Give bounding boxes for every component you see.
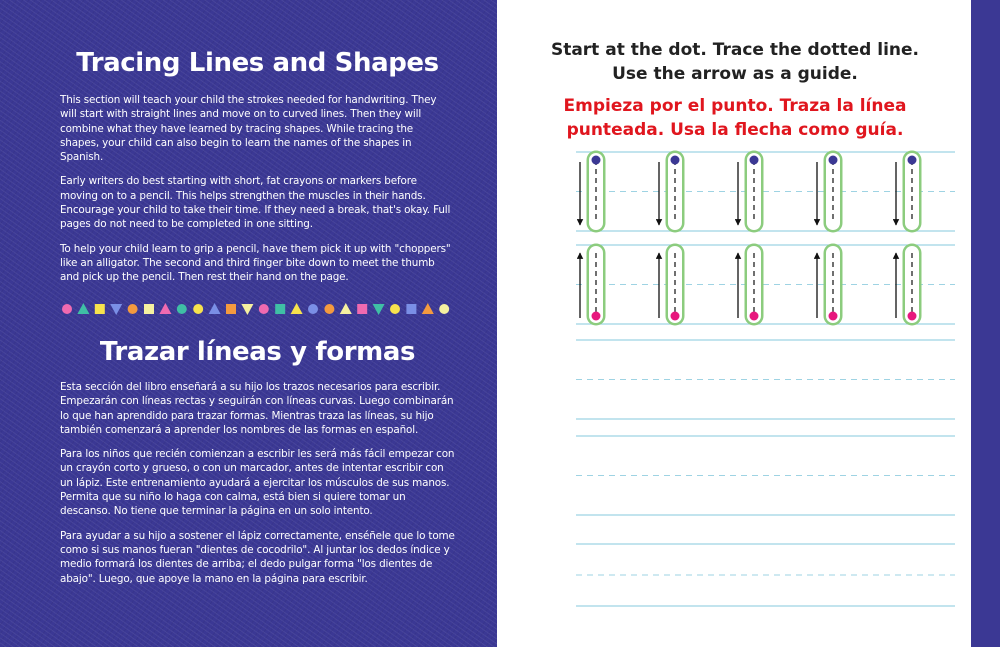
- instruction-line: punteada. Usa la flecha como guía.: [566, 120, 904, 140]
- section-title-spanish: Trazar líneas y formas: [99, 337, 416, 367]
- paragraph: Esta sección del libro enseñará a su hijo los trazos necesarios para escribir. Empezarán con líneas rectas y seguirán con líneas curvas. Luego combinarán lo que han aprendido para trazar formas. Mientras traza las líneas, su hijo también comenzará a aprender los nombres de las formas en español.: [60, 381, 454, 436]
- start-dot: [592, 312, 601, 321]
- trace-capsule: [817, 253, 838, 321]
- trace-capsule: [659, 253, 680, 321]
- circle-shape: [308, 304, 318, 314]
- start-dot: [671, 156, 680, 165]
- right-page-edge: [971, 0, 1000, 647]
- circle-shape: [390, 304, 400, 314]
- tracing-practice-area[interactable]: [570, 140, 960, 620]
- circle-shape: [177, 304, 187, 314]
- square-shape: [95, 304, 105, 314]
- trace-capsule: [738, 253, 759, 321]
- start-dot: [750, 156, 759, 165]
- paragraph: Para ayudar a su hijo a sostener el lápiz correctamente, enséñele que lo tome como si sus manos fueran "dientes de cocodrilo". Al juntar los dedos índice y medio formará los dientes de arriba; el dedo pulgar forma "los dientes de abajo". Luego, que apoye la mano en la página para escribir.: [60, 529, 455, 585]
- english-instructions: [60, 93, 455, 295]
- circle-shape: [259, 304, 269, 314]
- triangle-shape: [291, 303, 303, 314]
- instruction-spanish: [520, 94, 950, 142]
- circle-shape: [62, 304, 72, 314]
- circle-shape: [439, 304, 449, 314]
- trace-capsule: [659, 156, 680, 226]
- triangle-shape: [340, 303, 352, 314]
- triangle-shape: [77, 303, 89, 314]
- triangle-shape: [110, 304, 122, 315]
- paragraph: Para los niños que recién comienzan a escribir les será más fácil empezar con un crayón corto y grueso, o con un marcador, antes de intentar escribir con un lápiz. Este entrenamiento ayudará a ejercitar los músculos de sus manos. Permita que su niño lo haga con calma, está bien si quiere tomar un descanso. No tiene que terminar la página en un solo intento.: [60, 448, 455, 518]
- triangle-shape: [241, 304, 253, 315]
- triangle-shape: [373, 304, 385, 315]
- start-dot: [908, 312, 917, 321]
- triangle-shape: [422, 303, 434, 314]
- circle-shape: [324, 304, 334, 314]
- instruction-line: Empieza por el punto. Traza la línea: [563, 96, 907, 116]
- start-dot: [750, 312, 759, 321]
- square-shape: [357, 304, 367, 314]
- decorative-shape-row: [58, 300, 458, 318]
- start-dot: [829, 156, 838, 165]
- trace-capsule: [896, 253, 917, 321]
- square-shape: [275, 304, 285, 314]
- instruction-english: [520, 38, 950, 86]
- circle-shape: [128, 304, 138, 314]
- paragraph: Early writers do best starting with short, fat crayons or markers before moving on to a pencil. This helps strengthen the muscles in their hands. Encourage your child to take their time. If they need a break, that's okay. Full pages do not need to be completed in one sitting.: [60, 175, 451, 231]
- section-title-english: Tracing Lines and Shapes: [76, 48, 439, 78]
- triangle-shape: [209, 303, 221, 314]
- start-dot: [592, 156, 601, 165]
- square-shape: [144, 304, 154, 314]
- instruction-line: Start at the dot. Trace the dotted line.: [550, 40, 920, 60]
- spanish-instructions: [60, 380, 455, 596]
- trace-capsule: [580, 253, 601, 321]
- trace-capsule: [738, 156, 759, 226]
- square-shape: [226, 304, 236, 314]
- trace-capsule: [580, 156, 601, 226]
- circle-shape: [193, 304, 203, 314]
- trace-capsule: [817, 156, 838, 226]
- square-shape: [406, 304, 416, 314]
- triangle-shape: [159, 303, 171, 314]
- start-dot: [908, 156, 917, 165]
- instruction-line: Use the arrow as a guide.: [612, 64, 858, 84]
- paragraph: To help your child learn to grip a pencil, have them pick it up with "choppers" like an alligator. The second and third finger bite down to meet the thumb and pick up the pencil. Then rest their hand on the page.: [60, 242, 451, 284]
- paragraph: This section will teach your child the strokes needed for handwriting. They will start with straight lines and move on to curved lines. Then they will combine what they have learned by tracing shapes. While tracing the shapes, your child can also begin to learn the names of the shapes in Spanish.: [60, 94, 437, 164]
- start-dot: [671, 312, 680, 321]
- trace-capsule: [896, 156, 917, 226]
- start-dot: [829, 312, 838, 321]
